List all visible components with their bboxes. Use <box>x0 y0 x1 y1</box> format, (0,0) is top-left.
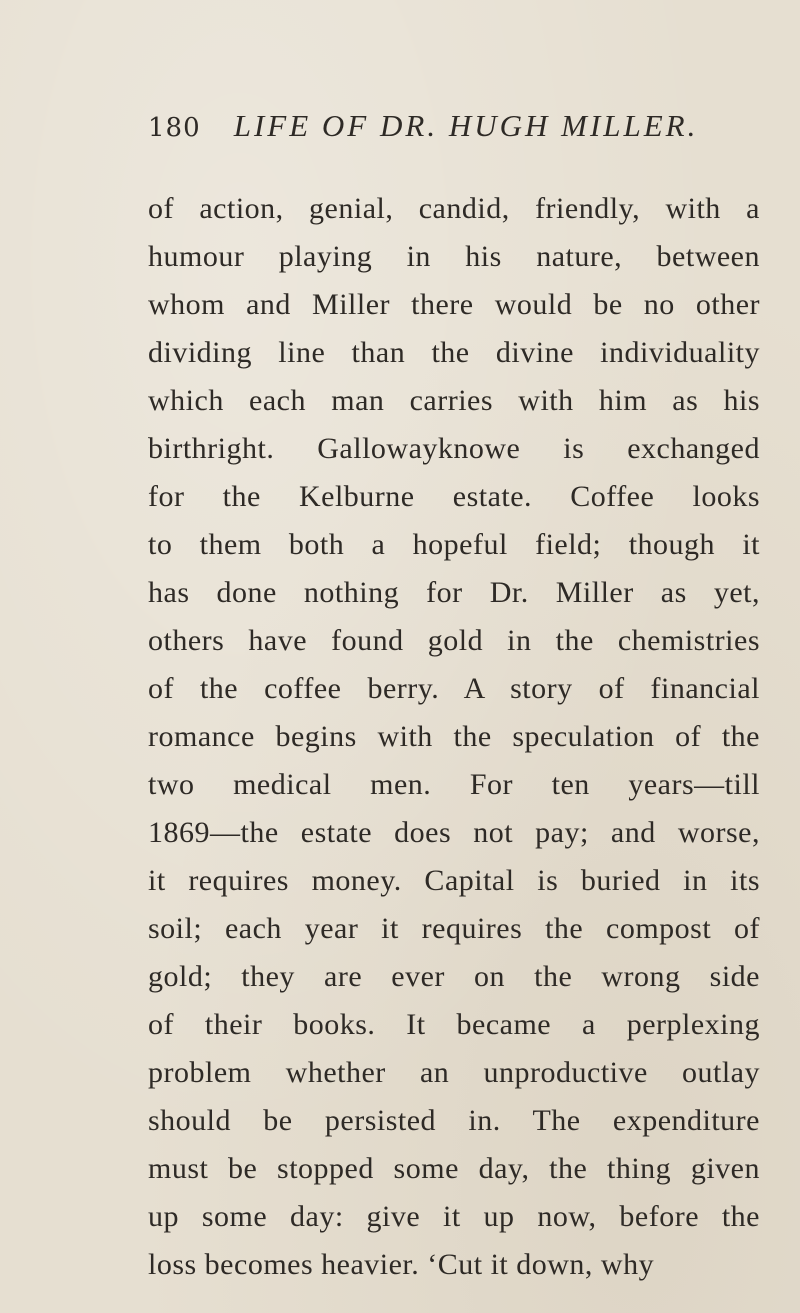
page-number: 180 <box>148 113 201 143</box>
text-line: to them both a hopeful field; though it <box>148 528 760 561</box>
text-line: birthright. Gallowayknowe is exchanged <box>148 432 760 465</box>
text-line: gold; they are ever on the wrong side <box>148 960 760 993</box>
running-title: LIFE OF DR. HUGH MILLER. <box>233 108 699 143</box>
text-line: has done nothing for Dr. Miller as yet, <box>148 576 760 609</box>
body-text <box>148 185 760 1289</box>
text-line: of their books. It became a perplexing <box>148 1008 760 1041</box>
text-line: problem whether an unproductive outlay <box>148 1056 760 1089</box>
text-line: for the Kelburne estate. Coffee looks <box>148 480 760 513</box>
text-line: romance begins with the speculation of the <box>148 720 760 753</box>
text-line: of action, genial, candid, friendly, with a <box>148 192 760 225</box>
text-line: two medical men. For ten years—till <box>148 768 760 801</box>
text-line: up some day: give it up now, before the <box>148 1200 760 1233</box>
text-line: dividing line than the divine individuality <box>148 336 760 369</box>
text-line: loss becomes heavier. ‘Cut it down, why <box>148 1248 655 1281</box>
text-line: of the coffee berry. A story of financial <box>148 672 760 705</box>
text-line: which each man carries with him as his <box>148 384 760 417</box>
text-line: others have found gold in the chemistries <box>148 624 760 657</box>
text-line: must be stopped some day, the thing given <box>148 1152 760 1185</box>
text-line: whom and Miller there would be no other <box>148 288 760 321</box>
text-line: soil; each year it requires the compost of <box>148 912 760 945</box>
text-line: humour playing in his nature, between <box>148 240 760 273</box>
text-line: it requires money. Capital is buried in its <box>148 864 760 897</box>
text-line: 1869—the estate does not pay; and worse, <box>148 816 760 849</box>
running-head <box>148 108 768 156</box>
text-line: should be persisted in. The expenditure <box>148 1104 760 1137</box>
